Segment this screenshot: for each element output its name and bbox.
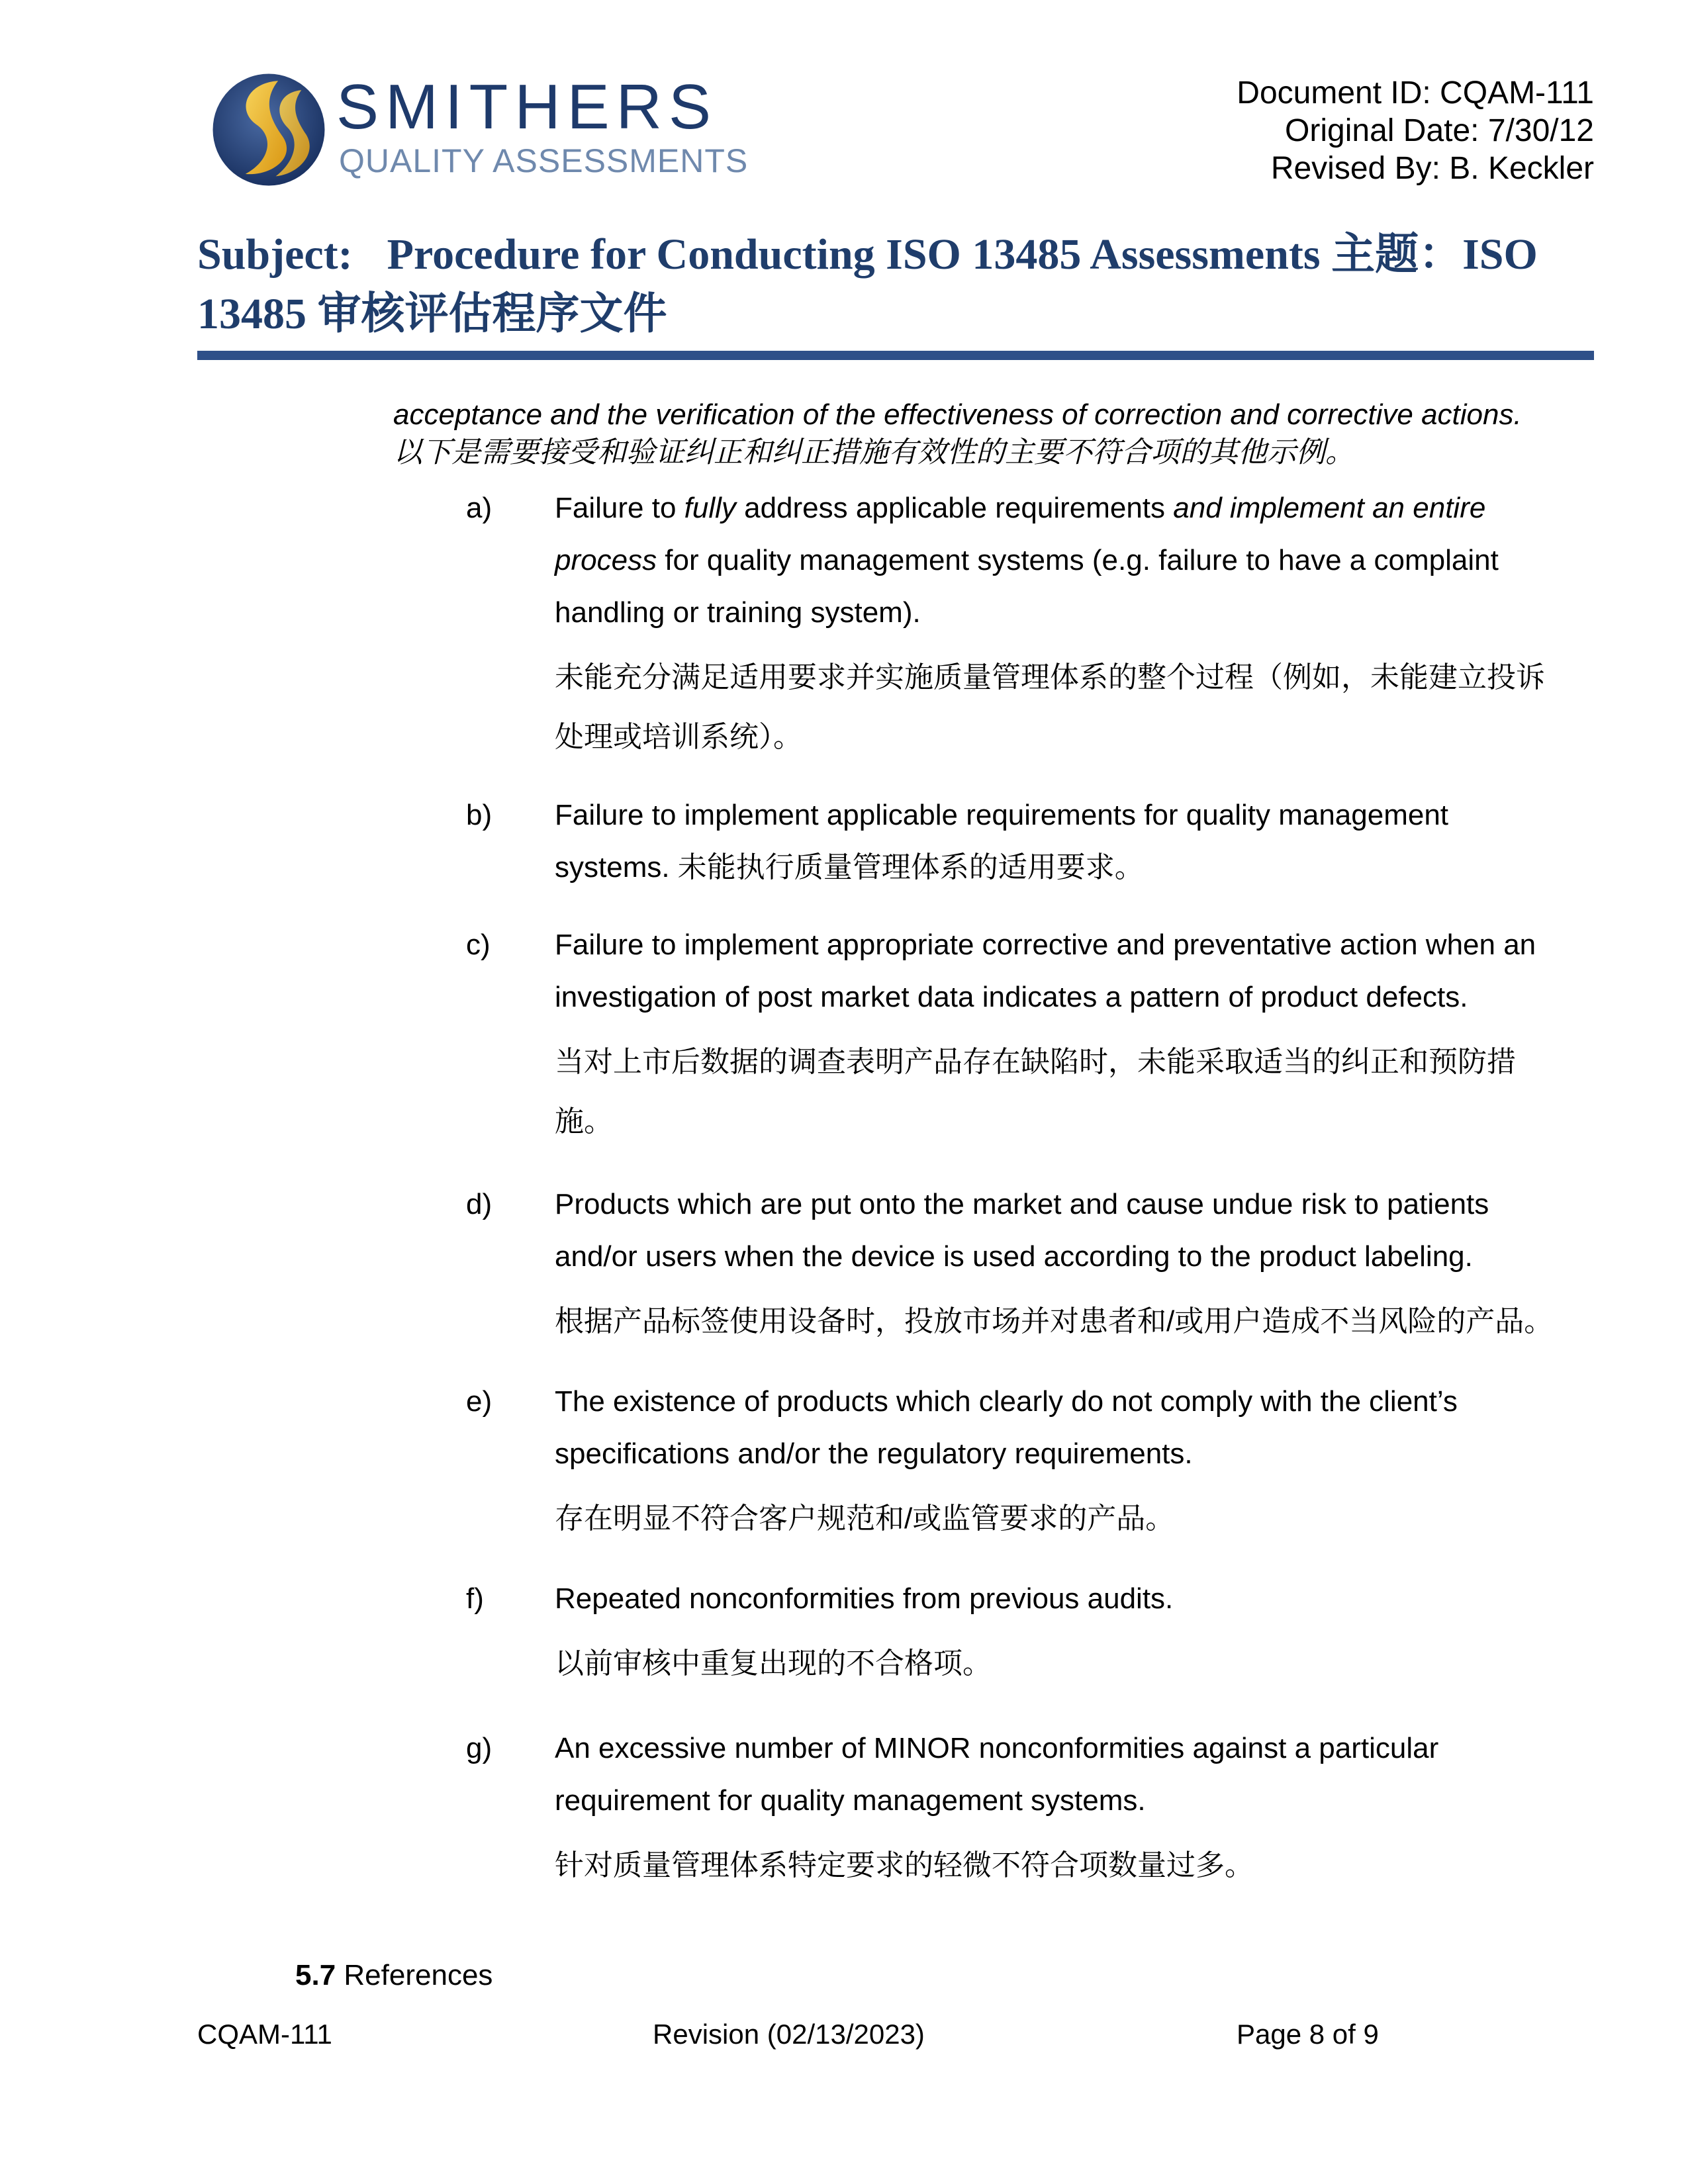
text-segment: investigation of post market data indicates a pattern of product defects. <box>555 981 1468 1013</box>
list-item-text <box>555 1178 1587 1351</box>
revised-by: Revised By: B. Keckler <box>1270 151 1594 186</box>
text-segment: handling or training system). <box>555 596 921 629</box>
footer-page-number: Page 8 of 9 <box>1237 2019 1379 2050</box>
list-item-chinese <box>555 1292 1587 1351</box>
subject-label: Subject: <box>197 230 353 279</box>
text-segment: Repeated nonconformities from previous audits. <box>555 1582 1174 1615</box>
list-item-text <box>555 1572 1587 1694</box>
text-segment: systems. 未能执行质量管理体系的适用要求。 <box>555 851 1144 884</box>
list-item-english <box>555 919 1587 1023</box>
footer-revision: Revision (02/13/2023) <box>653 2019 925 2050</box>
list-item-chinese <box>555 1032 1587 1152</box>
section-title: References <box>344 1959 493 1991</box>
list-item-letter: a) <box>466 492 492 524</box>
text-segment: and/or users when the device is used according to the product labeling. <box>555 1240 1473 1273</box>
section-references <box>295 1959 492 1992</box>
text-segment: The existence of products which clearly do not comply with the client’s <box>555 1385 1458 1418</box>
text-segment: process <box>555 544 657 576</box>
chinese-line: 根据产品标签使用设备时，投放市场并对患者和/或用户造成不当风险的产品。 <box>555 1305 1554 1338</box>
document-info <box>1237 74 1594 187</box>
english-line <box>555 482 1587 534</box>
list-item-chinese <box>555 1489 1587 1549</box>
intro-line-english: acceptance and the verification of the effectiveness of correction and corrective actions. <box>393 398 1522 431</box>
list-item-chinese <box>555 648 1587 767</box>
list-item-text <box>555 919 1587 1152</box>
list-item-english <box>555 1178 1587 1283</box>
english-line <box>555 789 1587 841</box>
text-segment: address applicable requirements <box>735 492 1174 524</box>
english-line <box>555 586 1587 639</box>
list-item-letter: g) <box>466 1732 492 1764</box>
english-line <box>555 1722 1587 1774</box>
list-item-letter: f) <box>466 1582 484 1615</box>
text-segment: for quality management systems (e.g. failure to have a complaint <box>657 544 1499 576</box>
original-date: Original Date: 7/30/12 <box>1285 113 1594 148</box>
english-line <box>555 1428 1587 1480</box>
english-line <box>555 1572 1587 1625</box>
list-item-text <box>555 789 1587 893</box>
logo-tagline: QUALITY ASSESSMENTS <box>339 142 749 179</box>
text-segment: requirement for quality management systems. <box>555 1784 1146 1817</box>
text-segment: fully <box>684 492 736 524</box>
list-item-letter: c) <box>466 929 491 961</box>
smithers-swirl-logo-icon <box>211 71 327 188</box>
chinese-line: 存在明显不符合客户规范和/或监管要求的产品。 <box>555 1502 1175 1535</box>
english-line <box>555 1178 1587 1230</box>
chinese-line: 当对上市后数据的调查表明产品存在缺陷时，未能采取适当的纠正和预防措 <box>555 1046 1516 1078</box>
header-divider <box>197 351 1594 360</box>
list-item-letter: e) <box>466 1385 492 1418</box>
list-item-letter: b) <box>466 799 492 831</box>
text-segment: and implement an entire <box>1173 492 1486 524</box>
subject-title-line1: Procedure for Conducting ISO 13485 Assessments 主题：ISO <box>387 230 1538 279</box>
list-item-english <box>555 1722 1587 1827</box>
english-line <box>555 971 1587 1023</box>
english-line <box>555 534 1587 586</box>
footer-doc-code: CQAM-111 <box>197 2019 332 2050</box>
text-segment: Failure to implement appropriate corrective and preventative action when an <box>555 929 1536 961</box>
text-segment: specifications and/or the regulatory requirements. <box>555 1437 1193 1470</box>
chinese-line: 施。 <box>555 1105 613 1138</box>
text-segment: An excessive number of MINOR nonconformities against a particular <box>555 1732 1439 1764</box>
list-item-chinese <box>555 1836 1587 1895</box>
english-line <box>555 1230 1587 1283</box>
list-item-letter: d) <box>466 1188 492 1220</box>
list-item-english <box>555 789 1587 893</box>
section-number: 5.7 <box>295 1959 336 1991</box>
document-id: Document ID: CQAM-111 <box>1237 75 1594 111</box>
logo-wordmark: SMITHERS <box>336 71 718 142</box>
intro-line-chinese: 以下是需要接受和验证纠正和纠正措施有效性的主要不符合项的其他示例。 <box>393 436 1354 469</box>
subject-title-line2: 13485 审核评估程序文件 <box>197 290 667 338</box>
text-segment: Failure to <box>555 492 684 524</box>
list-item-english <box>555 1572 1587 1625</box>
english-line <box>555 1375 1587 1428</box>
list-item-chinese <box>555 1634 1587 1694</box>
english-line <box>555 1774 1587 1827</box>
chinese-line: 针对质量管理体系特定要求的轻微不符合项数量过多。 <box>555 1849 1254 1882</box>
list-item-english <box>555 482 1587 639</box>
english-line <box>555 841 1587 893</box>
list-item-text <box>555 1375 1587 1549</box>
text-segment: Products which are put onto the market and cause undue risk to patients <box>555 1188 1489 1220</box>
subject-heading <box>197 225 1587 344</box>
list-item-text <box>555 1722 1587 1895</box>
list-item-text <box>555 482 1587 767</box>
smithers-logo <box>211 71 767 188</box>
list-item-english <box>555 1375 1587 1480</box>
text-segment: Failure to implement applicable requirements for quality management <box>555 799 1449 831</box>
chinese-line: 未能充分满足适用要求并实施质量管理体系的整个过程（例如，未能建立投诉 <box>555 661 1545 694</box>
intro-paragraph <box>393 396 1605 471</box>
english-line <box>555 919 1587 971</box>
chinese-line: 以前审核中重复出现的不合格项。 <box>555 1647 992 1680</box>
chinese-line: 处理或培训系统）。 <box>555 721 802 753</box>
